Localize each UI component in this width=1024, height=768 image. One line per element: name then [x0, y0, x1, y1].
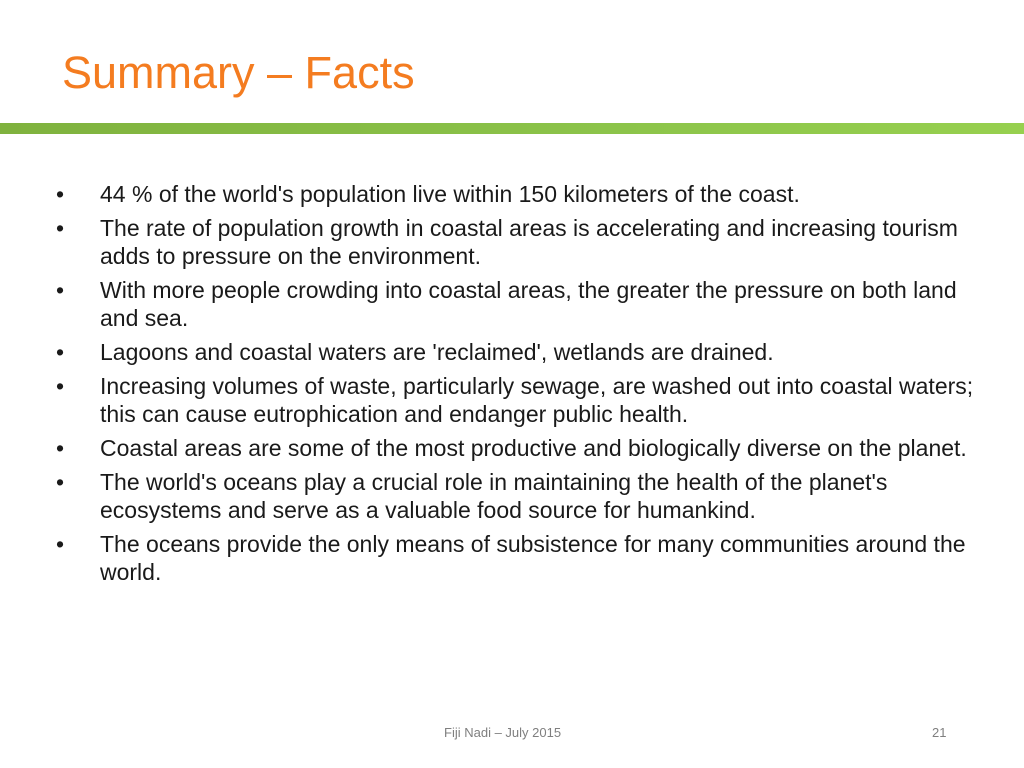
bullet-list — [56, 180, 976, 592]
bullet-item — [56, 276, 976, 332]
bullet-dot-icon: • — [56, 215, 65, 241]
bullet-text: With more people crowding into coastal areas, the greater the pressure on both land and sea. — [100, 277, 957, 331]
bullet-dot-icon: • — [56, 277, 65, 303]
bullet-item — [56, 214, 976, 270]
bullet-item — [56, 530, 976, 586]
page-number: 21 — [932, 725, 947, 740]
bullet-dot-icon: • — [56, 373, 65, 399]
title-accent-bar — [0, 123, 1024, 134]
bullet-text: The rate of population growth in coastal areas is accelerating and increasing tourism adds to pressure on the environment. — [100, 215, 958, 269]
bullet-dot-icon: • — [56, 181, 65, 207]
bullet-item — [56, 372, 976, 428]
bullet-dot-icon: • — [56, 531, 65, 557]
bullet-text: Coastal areas are some of the most productive and biologically diverse on the planet. — [100, 435, 967, 461]
bullet-dot-icon: • — [56, 435, 65, 461]
bullet-item — [56, 468, 976, 524]
bullet-text: Lagoons and coastal waters are 'reclaimed', wetlands are drained. — [100, 339, 774, 365]
bullet-text: The world's oceans play a crucial role in maintaining the health of the planet's ecosystems and serve as a valuable food source for humankind. — [100, 469, 888, 523]
bullet-text: 44 % of the world's population live within 150 kilometers of the coast. — [100, 181, 800, 207]
bullet-text: The oceans provide the only means of subsistence for many communities around the world. — [100, 531, 966, 585]
bullet-dot-icon: • — [56, 469, 65, 495]
slide-title: Summary – Facts — [62, 47, 415, 98]
bullet-dot-icon: • — [56, 339, 65, 365]
bullet-text: Increasing volumes of waste, particularly sewage, are washed out into coastal waters; this can cause eutrophication and endanger public health. — [100, 373, 974, 427]
bullet-item — [56, 434, 976, 462]
bullet-item — [56, 180, 976, 208]
bullet-item — [56, 338, 976, 366]
footer-text: Fiji Nadi – July 2015 — [444, 725, 562, 740]
